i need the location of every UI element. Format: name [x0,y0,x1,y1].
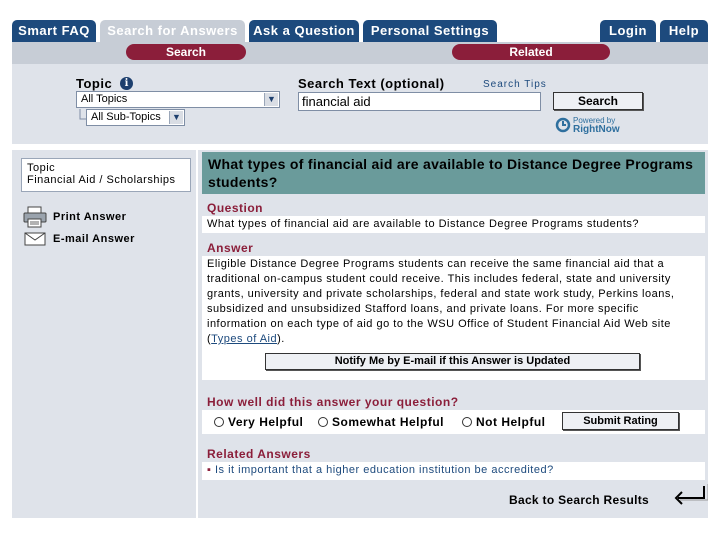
answer-heading: Answer [207,241,254,255]
printer-icon[interactable] [23,206,47,228]
answer-body: Eligible Distance Degree Programs students can receive the same financial aid that a traditional on-campus student could receive. This includes federal, state and university grants, university and private scholarships, federal and state work study, Perkins loans, subsidized and unsubsidized Stafford loans, and private loans. For more specific information on each type of aid go to the WSU Office of Student Financial Aid Web site ( [207,258,675,345]
print-answer-link[interactable]: Print Answer [53,211,127,223]
search-button[interactable]: Search [553,92,643,110]
tab-personal-settings[interactable]: Personal Settings [363,20,497,42]
types-of-aid-link[interactable]: Types of Aid [211,333,278,345]
sidebar-topic-value: Financial Aid / Scholarships [27,174,176,186]
chevron-down-icon: ▼ [264,93,278,106]
question-heading: Question [207,201,264,215]
subtab-search[interactable]: Search [126,44,246,60]
email-answer-link[interactable]: E-mail Answer [53,233,135,245]
topic-select-value: All Topics [81,93,128,105]
tab-login[interactable]: Login [600,20,656,42]
powered-by-text: Powered by [573,116,616,125]
tab-smart-faq[interactable]: Smart FAQ [12,20,96,42]
tab-ask-a-question[interactable]: Ask a Question [249,20,359,42]
return-arrow-icon[interactable] [668,482,708,512]
notify-button[interactable]: Notify Me by E-mail if this Answer is Updated [265,353,640,370]
rightnow-logo [555,116,635,136]
related-answers-heading: Related Answers [207,447,311,461]
subtopic-select[interactable] [86,109,185,126]
answer-end: ). [277,333,285,345]
radio-not-helpful[interactable] [462,417,472,427]
search-input[interactable]: financial aid [298,92,541,111]
topic-select[interactable] [76,91,280,108]
tab-search-for-answers[interactable]: Search for Answers [100,20,245,42]
related-answer-link[interactable]: Is it important that a higher education institution be accredited? [214,464,554,476]
page-title: What types of financial aid are available to Distance Degree Programs students? [202,152,705,194]
tab-help[interactable]: Help [660,20,708,42]
rightnow-swirl-icon [555,117,571,133]
not-helpful-label: Not Helpful [476,415,546,429]
envelope-icon[interactable] [24,232,46,246]
back-to-results-link[interactable]: Back to Search Results [509,493,649,507]
somewhat-helpful-label: Somewhat Helpful [332,415,445,429]
info-icon[interactable]: i [120,77,133,90]
very-helpful-label: Very Helpful [228,415,304,429]
brand-name: RightNow [573,124,620,135]
sidebar-topic-label: Topic [27,162,56,174]
question-text: What types of financial aid are available to Distance Degree Programs students? [202,216,705,233]
topic-label: Topic [76,76,113,91]
list-item[interactable] [202,462,705,480]
radio-somewhat-helpful[interactable] [318,417,328,427]
radio-very-helpful[interactable] [214,417,224,427]
subtopic-select-value: All Sub-Topics [91,111,161,123]
subtab-related[interactable]: Related [452,44,610,60]
search-tips-link[interactable]: Search Tips [483,79,547,90]
chevron-down-icon: ▼ [169,111,183,124]
answer-text [202,256,705,348]
top-nav [0,0,720,44]
submit-rating-button[interactable]: Submit Rating [562,412,679,430]
rating-prompt: How well did this answer your question? [207,395,459,409]
bullet-icon: ▪ [207,464,215,476]
topic-box [21,158,191,192]
search-text-label: Search Text (optional) [298,76,445,91]
